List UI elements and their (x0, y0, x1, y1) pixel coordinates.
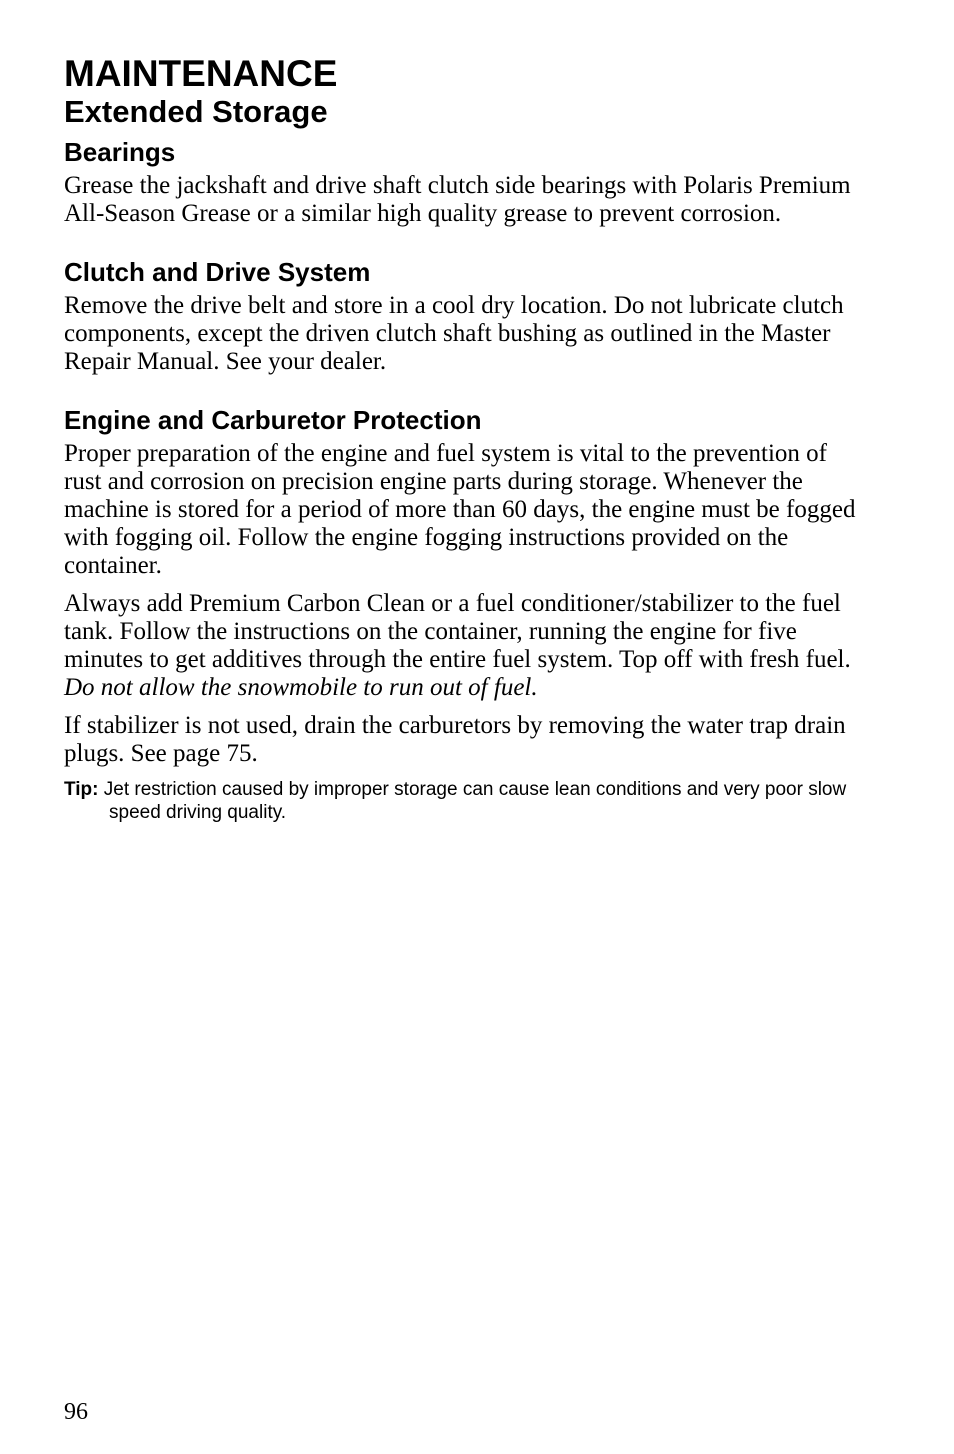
spacer (64, 238, 864, 256)
engine-paragraph-1: Proper preparation of the engine and fuel system is vital to the prevention of rust and corrosion on precision engine parts during storage. Whenever the machine is stored for a period of more than 60 days, the engine must be fogged with fogging oil. Follow the engine fogging instructions provided on the container. (64, 440, 856, 579)
page-number: 96 (64, 1399, 88, 1425)
clutch-paragraph: Remove the drive belt and store in a cool dry location. Do not lubricate clutch components, except the driven clutch shaft bushing as outlined in the Master Repair Manual. See your dealer. (64, 292, 844, 375)
clutch-heading: Clutch and Drive System (64, 257, 371, 287)
engine-heading: Engine and Carburetor Protection (64, 405, 482, 435)
bearings-paragraph: Grease the jackshaft and drive shaft clutch side bearings with Polaris Premium All-Season Grease or a similar high quality grease to prevent corrosion. (64, 172, 851, 227)
engine-paragraph-2 (64, 590, 864, 702)
engine-paragraph-2-emphasis: Do not allow the snowmobile to run out of fuel. (64, 674, 538, 701)
bearings-heading: Bearings (64, 137, 176, 167)
section-title: Extended Storage (64, 94, 328, 129)
engine-paragraph-2-text: Always add Premium Carbon Clean or a fuel conditioner/stabilizer to the fuel tank. Follow the instructions on the container, running the engine for five minutes to get additives through the entire fuel system. Top off with fresh fuel. (64, 590, 851, 673)
page-content (64, 54, 864, 824)
tip-note (64, 778, 864, 824)
tip-text: Jet restriction caused by improper storage can cause lean conditions and very poor slow speed driving quality. (103, 779, 847, 823)
chapter-title: MAINTENANCE (64, 53, 338, 94)
spacer (64, 386, 864, 404)
tip-label: Tip: (64, 779, 99, 800)
engine-paragraph-3: If stabilizer is not used, drain the carburetors by removing the water trap drain plugs. See page 75. (64, 712, 846, 767)
